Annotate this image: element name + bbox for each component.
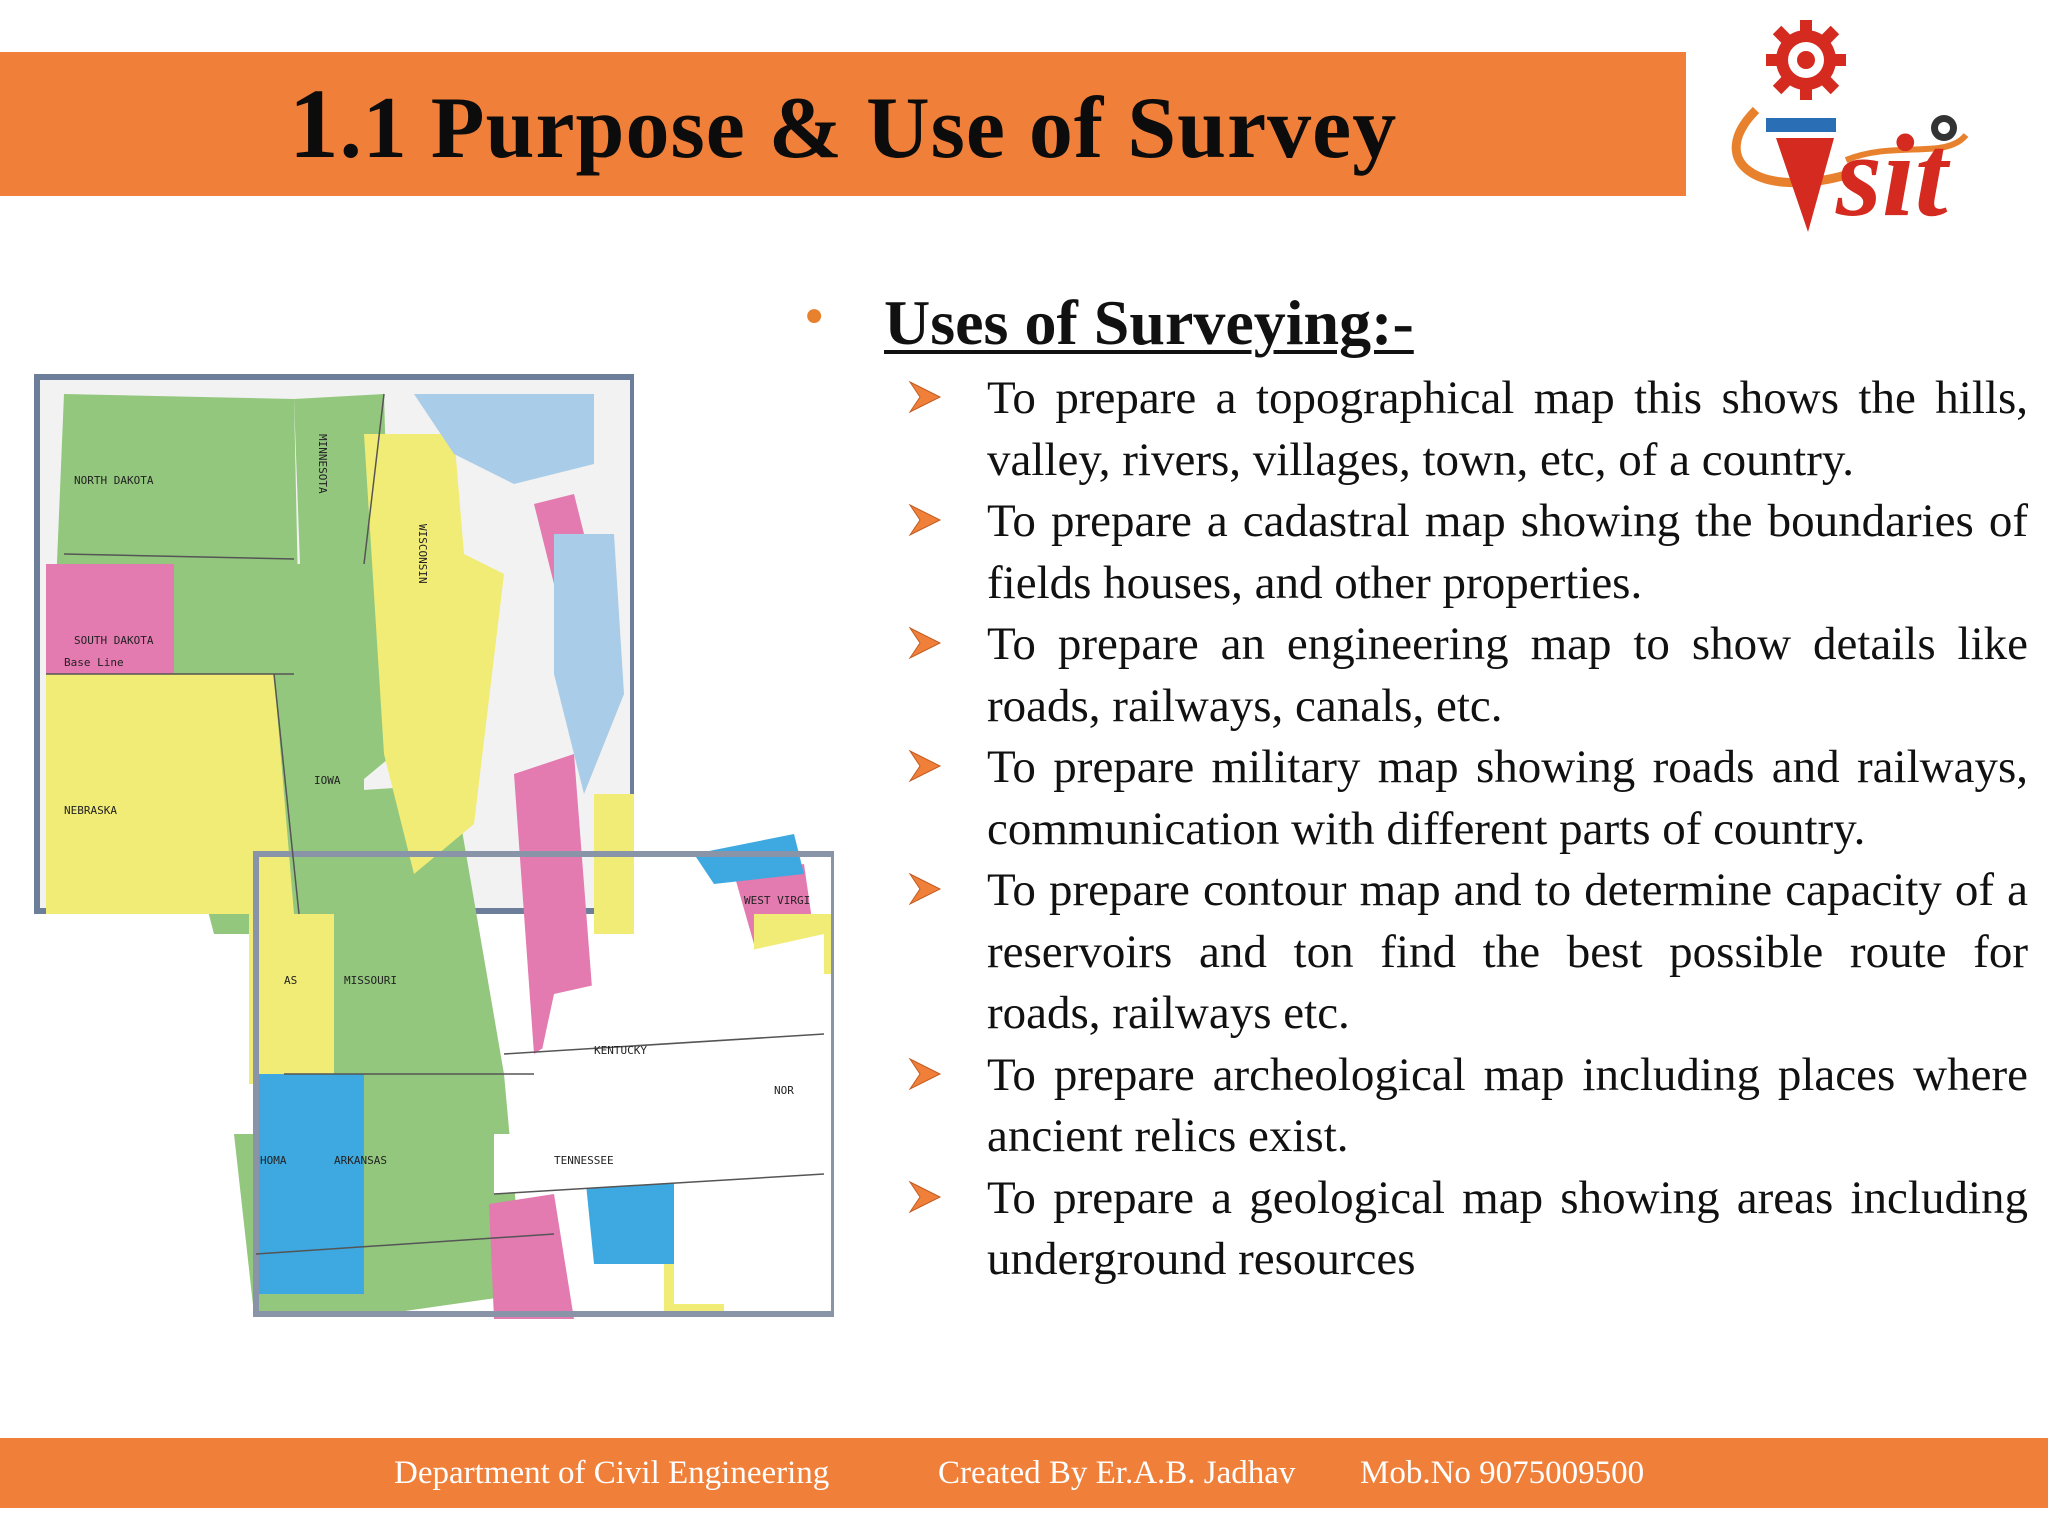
uses-section — [800, 286, 2028, 1291]
list-item-text: To prepare archeological map including places where ancient relics exist. — [987, 1048, 2028, 1162]
list-item-text: To prepare contour map and to determine capacity of a reservoirs and ton find the best possible route for roads, railways etc. — [987, 864, 2028, 1039]
slide-title — [0, 52, 1686, 196]
list-item-text: To prepare a geological map showing areas including underground resources — [987, 1171, 2028, 1285]
map-label-nor: NOR — [774, 1084, 794, 1097]
title-number: 1 — [288, 68, 340, 179]
map-label-wisconsin: WISCONSIN — [416, 524, 429, 584]
list-item — [800, 614, 2028, 737]
map-label-north-dakota: NORTH DAKOTA — [74, 474, 154, 487]
section-heading: Uses of Surveying:- — [884, 287, 1414, 358]
bullet-dot-icon: • — [800, 290, 829, 346]
map-label-arkansas: ARKANSAS — [334, 1154, 387, 1167]
map-label-minnesota: MINNESOTA — [316, 434, 329, 494]
list-item — [800, 1045, 2028, 1168]
list-item-text: To prepare a cadastral map showing the boundaries of fields houses, and other properties. — [987, 495, 2028, 609]
arrow-bullet-icon — [908, 862, 942, 916]
arrow-bullet-icon — [908, 370, 942, 424]
arrow-bullet-icon — [908, 1047, 942, 1101]
map-label-south-dakota: SOUTH DAKOTA — [74, 634, 154, 647]
uses-list — [800, 368, 2028, 1291]
arrow-bullet-icon — [908, 493, 942, 547]
map-label-west-virgi: WEST VIRGI — [744, 894, 811, 907]
heading-row — [800, 286, 2028, 368]
list-item — [800, 737, 2028, 860]
us-states-survey-map-image — [34, 374, 834, 1340]
list-item-text: To prepare a topographical map this shows the hills, valley, rivers, villages, town, etc, of a country. — [987, 372, 2028, 486]
title-bar — [0, 52, 1686, 196]
map-label-missouri: MISSOURI — [344, 974, 397, 987]
arrow-bullet-icon — [908, 616, 942, 670]
list-item-text: To prepare an engineering map to show details like roads, railways, canals, etc. — [987, 618, 2028, 732]
map-label-base-line: Base Line — [64, 656, 124, 669]
footer-department: Department of Civil Engineering — [394, 1455, 830, 1491]
list-item — [800, 491, 2028, 614]
map-label-iowa: IOWA — [314, 774, 341, 787]
arrow-bullet-icon — [908, 739, 942, 793]
logo-text: sit — [1836, 110, 1948, 241]
map-label-homa: HOMA — [260, 1154, 287, 1167]
map-label-as: AS — [284, 974, 298, 987]
list-item — [800, 368, 2028, 491]
list-item — [800, 860, 2028, 1045]
map-label-nebraska: NEBRASKA — [64, 804, 117, 817]
footer-created-by: Created By Er.A.B. Jadhav — [938, 1455, 1296, 1491]
title-text: .1 Purpose & Use of Survey — [339, 80, 1398, 177]
map-label-tennessee: TENNESSEE — [554, 1154, 614, 1167]
footer-mobile: Mob.No 9075009500 — [1360, 1455, 1645, 1491]
list-item — [800, 1168, 2028, 1291]
arrow-bullet-icon — [908, 1170, 942, 1224]
map-label-kentucky: KENTUCKY — [594, 1044, 647, 1057]
list-item-text: To prepare military map showing roads and railways, communication with different parts of country. — [987, 741, 2028, 855]
footer-bar — [0, 1438, 2048, 1508]
isit-logo-icon — [1696, 10, 2016, 250]
